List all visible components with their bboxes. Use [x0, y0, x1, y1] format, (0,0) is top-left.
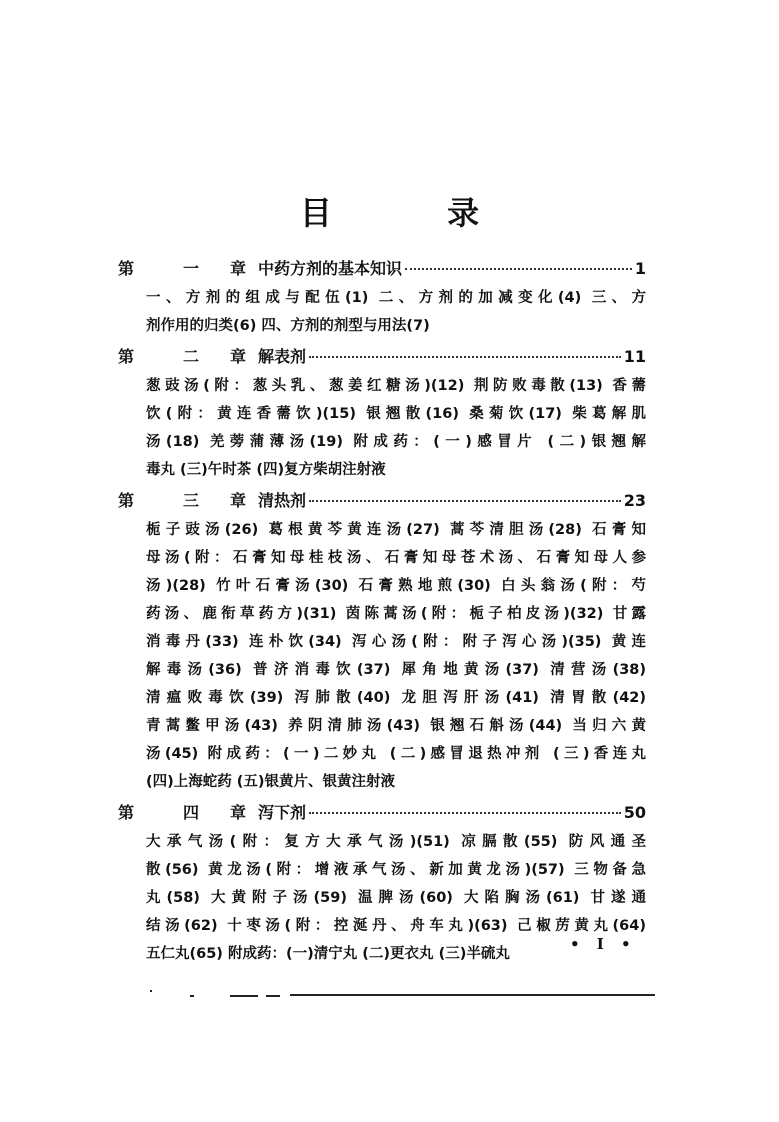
chapter-number-char: 章	[229, 259, 246, 278]
section-list-line: 饮(附：黄连香薷饮)(15) 银翘散(16) 桑菊饮(17) 柴葛解肌	[146, 406, 646, 422]
section-list-line: 一、方剂的组成与配伍(1) 二、方剂的加减变化(4) 三、方	[146, 290, 646, 306]
chapter-number-char: 二	[182, 347, 199, 366]
section-list-line: 栀子豉汤(26) 葛根黄芩黄连汤(27) 蒿芩清胆汤(28) 石膏知	[146, 522, 646, 538]
toc-chapter-entry	[118, 488, 646, 518]
section-list-line: 汤(45) 附成药：(一)二妙丸 (二)感冒退热冲剂 (三)香连丸	[146, 746, 646, 762]
chapter-number-char: 章	[229, 347, 246, 366]
chapter-number	[118, 256, 258, 279]
section-list-line: 五仁丸(65) 附成药：(一)清宁丸 (二)更衣丸 (三)半硫丸	[146, 946, 510, 962]
section-list-line: (四)上海蛇药 (五)银黄片、银黄注射液	[146, 774, 396, 790]
section-list-line: 汤)(28) 竹叶石膏汤(30) 石膏熟地煎(30) 白头翁汤(附：芍	[146, 578, 646, 594]
toc-chapter-entry	[118, 344, 646, 374]
section-list-line: 清瘟败毒饮(39) 泻肺散(40) 龙胆泻肝汤(41) 清胃散(42)	[146, 690, 646, 706]
toc-chapter-entry	[118, 800, 646, 830]
chapter-title: 中药方剂的基本知识	[258, 259, 403, 278]
scan-artifact-dot	[190, 995, 194, 997]
chapter-number-char: 第	[118, 259, 135, 278]
dot-leader	[309, 500, 621, 502]
chapter-number-char: 章	[229, 491, 246, 510]
chapter-title: 清热剂	[258, 491, 307, 510]
section-list-line: 大承气汤(附：复方大承气汤)(51) 凉膈散(55) 防风通圣	[146, 834, 646, 850]
chapter-number-char: 第	[118, 491, 135, 510]
toc-chapter-entry	[118, 256, 646, 286]
dot-leader	[309, 356, 621, 358]
chapter-page-number: 1	[634, 259, 646, 278]
dot-leader	[309, 812, 621, 814]
section-list-line: 母汤(附：石膏知母桂枝汤、石膏知母苍术汤、石膏知母人参	[146, 550, 646, 566]
section-list-line: 散(56) 黄龙汤(附：增液承气汤、新加黄龙汤)(57) 三物备急	[146, 862, 646, 878]
section-list-line: 毒丸 (三)午时茶 (四)复方柴胡注射液	[146, 462, 386, 478]
chapter-number-char: 第	[118, 803, 135, 822]
scan-artifact-line	[290, 994, 655, 996]
page-title: 目 录	[299, 194, 532, 232]
section-list-line: 药汤、鹿衔草药方)(31) 茵陈蒿汤(附：栀子柏皮汤)(32) 甘露	[146, 606, 646, 622]
chapter-page-number: 50	[623, 803, 646, 822]
chapter-number-char: 一	[182, 259, 199, 278]
section-list-line: 青蒿鳖甲汤(43) 养阴清肺汤(43) 银翘石斛汤(44) 当归六黄	[146, 718, 646, 734]
chapter-title: 泻下剂	[258, 803, 307, 822]
section-list-line: 丸(58) 大黄附子汤(59) 温脾汤(60) 大陷胸汤(61) 甘遂通	[146, 890, 646, 906]
section-list-line: 消毒丹(33) 连朴饮(34) 泻心汤(附：附子泻心汤)(35) 黄连	[146, 634, 646, 650]
scan-artifact-dash	[230, 995, 258, 997]
dot-leader	[405, 268, 632, 270]
chapter-number	[118, 800, 258, 823]
section-list-line: 结汤(62) 十枣汤(附：控涎丹、舟车丸)(63) 己椒苈黄丸(64)	[146, 918, 646, 934]
chapter-number-char: 第	[118, 347, 135, 366]
scan-artifact-dot	[150, 990, 152, 992]
chapter-page-number: 11	[623, 347, 646, 366]
table-of-contents	[118, 256, 646, 972]
chapter-number	[118, 344, 258, 367]
page-number: • I •	[570, 935, 637, 953]
section-list-line: 葱豉汤(附：葱头乳、葱姜红糖汤)(12) 荆防败毒散(13) 香薷	[146, 378, 646, 394]
chapter-number-char: 三	[182, 491, 199, 510]
section-list-line: 解毒汤(36) 普济消毒饮(37) 犀角地黄汤(37) 清营汤(38)	[146, 662, 646, 678]
chapter-number	[118, 488, 258, 511]
scan-artifact-dash	[266, 995, 280, 997]
chapter-title: 解表剂	[258, 347, 307, 366]
chapter-number-char: 四	[182, 803, 199, 822]
chapter-page-number: 23	[623, 491, 646, 510]
section-list-line: 汤(18) 羌蒡蒲薄汤(19) 附成药：(一)感冒片 (二)银翘解	[146, 434, 646, 450]
chapter-number-char: 章	[229, 803, 246, 822]
section-list-line: 剂作用的归类(6) 四、方剂的剂型与用法(7)	[146, 318, 430, 334]
